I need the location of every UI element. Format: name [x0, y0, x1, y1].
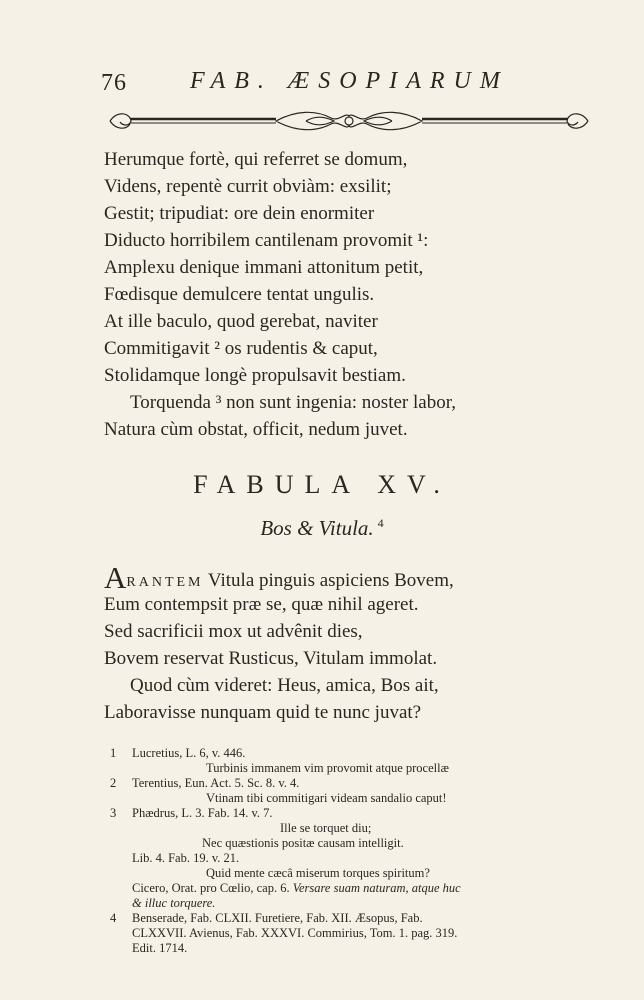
verse-line: Stolidamque longè propulsavit bestiam. — [104, 365, 406, 386]
footnote-1: 1 Lucretius, L. 6, v. 446. — [110, 746, 246, 760]
footnote-quote: Turbinis immanem vim provomit atque procellæ — [206, 761, 449, 775]
footnote-quote: Vtinam tibi commitigari videam sandalio caput! — [206, 791, 447, 805]
verse-line: Bovem reservat Rusticus, Vitulam immolat. — [104, 648, 438, 669]
fable-subtitle — [0, 516, 644, 541]
verse-line: Herumque fortè, qui referret se domum, — [104, 149, 408, 170]
verse-line: Sed sacrificii mox ut advênit dies, — [104, 621, 363, 642]
verse-line: Laboravisse nunquam quid te nunc juvat? — [104, 702, 422, 723]
first-line-rest: Vitula pinguis aspiciens Bovem, — [203, 570, 454, 591]
footnote-3: 3 Phædrus, L. 3. Fab. 14. v. 7. — [110, 806, 273, 820]
verse-line: Diducto horribilem cantilenam provomit ¹: — [104, 230, 429, 251]
drop-letter: A — [104, 560, 127, 595]
verse-first-line — [104, 560, 624, 595]
footnote-marker: 4 — [377, 516, 384, 530]
verse-line: Natura cùm obstat, officit, nedum juvet. — [104, 419, 408, 440]
footnote-quote: Ille se torquet diu; — [280, 821, 372, 835]
footnote-quote: Quid mente cæcâ miserum torques spiritum? — [206, 866, 430, 880]
verse-line: Videns, repentè currit obviàm: exsilit; — [104, 176, 392, 197]
verse-line: Amplexu denique immani attonitum petit, — [104, 257, 424, 278]
footnote-quote: Nec quæstionis positæ causam intelligit. — [202, 836, 404, 850]
running-title: FAB. ÆSOPIARUM — [190, 68, 509, 94]
fable-title: FABULA XV. — [193, 470, 451, 499]
footnote-text: Edit. 1714. — [132, 941, 188, 955]
verse-line: Commitigavit ² os rudentis & caput, — [104, 338, 378, 359]
fable-subtitle-text: Bos & Vitula. — [260, 516, 374, 540]
footnote-4: 4 Benserade, Fab. CLXII. Furetiere, Fab. XII. Æsopus, Fab. — [110, 911, 423, 925]
page-number: 76 — [101, 70, 127, 96]
verse-line: Gestit; tripudiat: ore dein enormiter — [104, 203, 375, 224]
small-caps-word: RANTEM — [126, 575, 204, 590]
verse-line: Fœdisque demulcere tentat ungulis. — [104, 284, 375, 305]
ornamental-rule — [106, 106, 592, 136]
fable-verse — [104, 560, 624, 726]
previous-fable-verse — [104, 146, 624, 443]
verse-line: Quod cùm videret: Heus, amica, Bos ait, — [130, 675, 439, 696]
footnotes — [110, 746, 630, 956]
footnote-2: 2 Terentius, Eun. Act. 5. Sc. 8. v. 4. — [110, 776, 300, 790]
footnote-ref: Lib. 4. Fab. 19. v. 21. — [132, 851, 240, 865]
verse-line: Torquenda ³ non sunt ingenia: noster labor, — [130, 392, 457, 413]
footnote-ref: & illuc torquere. — [132, 896, 216, 910]
footnote-ref: Cicero, Orat. pro Cœlio, cap. 6. Versare suam naturam, atque huc — [132, 881, 461, 895]
verse-line: At ille baculo, quod gerebat, naviter — [104, 311, 378, 332]
footnote-text: CLXXVII. Avienus, Fab. XXXVI. Commirius, Tom. 1. pag. 319. — [132, 926, 458, 940]
verse-line: Eum contempsit præ se, quæ nihil ageret. — [104, 594, 419, 615]
